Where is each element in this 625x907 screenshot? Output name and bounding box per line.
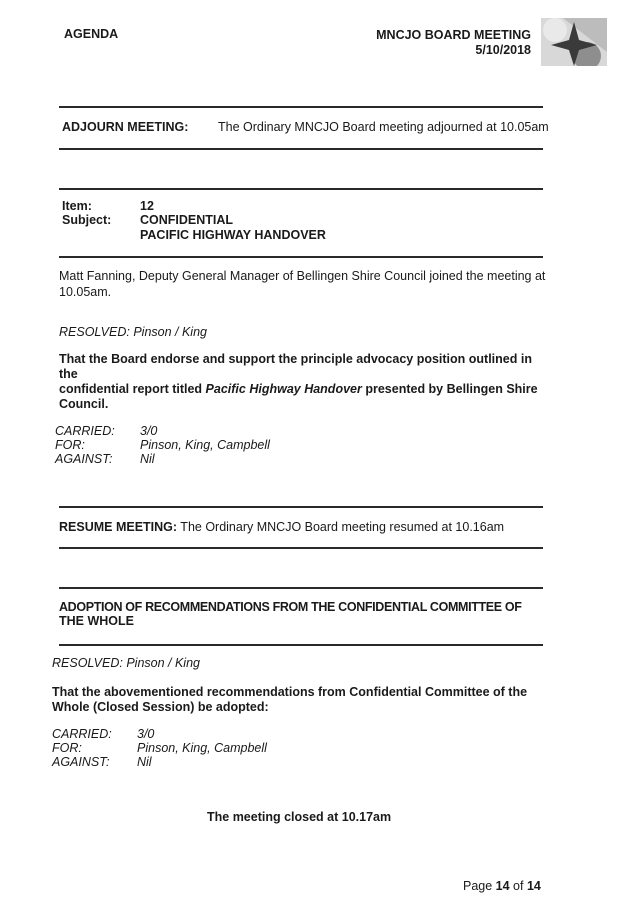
carried-label: CARRIED: <box>52 727 112 741</box>
item-label: Item: <box>62 199 92 213</box>
subject-label: Subject: <box>62 213 112 227</box>
resume-text: The Ordinary MNCJO Board meeting resumed at 10.16am <box>177 520 505 534</box>
against-label: AGAINST: <box>55 452 113 466</box>
resolution-text <box>59 352 543 412</box>
carried-label: CARRIED: <box>55 424 115 438</box>
for-value: Pinson, King, Campbell <box>140 438 270 452</box>
header-title: MNCJO BOARD MEETING <box>376 28 531 42</box>
adjourn-text: The Ordinary MNCJO Board meeting adjourned at 10.05am <box>218 120 549 134</box>
for-label: FOR: <box>55 438 85 452</box>
header-agenda: AGENDA <box>64 27 119 41</box>
resolution-line-3: Council. <box>59 397 109 411</box>
adoption-heading-line-1: ADOPTION OF RECOMMENDATIONS FROM THE CONFIDENTIAL COMMITTEE OF <box>59 600 522 614</box>
resume-line <box>59 520 504 534</box>
divider <box>59 587 543 589</box>
for-label: FOR: <box>52 741 82 755</box>
adoption-line-2: Whole (Closed Session) be adopted: <box>52 700 269 714</box>
organisation-logo <box>541 18 607 66</box>
adoption-heading-line-2: THE WHOLE <box>59 614 134 628</box>
divider <box>59 106 543 108</box>
adjourn-label: ADJOURN MEETING: <box>62 120 189 134</box>
for-value: Pinson, King, Campbell <box>137 741 267 755</box>
resume-label: RESUME MEETING: <box>59 520 178 534</box>
carried-value: 3/0 <box>140 424 158 438</box>
meeting-closed: The meeting closed at 10.17am <box>207 810 392 824</box>
against-value: Nil <box>140 452 155 466</box>
divider <box>59 256 543 258</box>
against-value: Nil <box>137 755 152 769</box>
resolution-line-1: That the Board endorse and support the principle advocacy position outlined in the <box>59 352 532 381</box>
item-number: 12 <box>140 199 154 213</box>
joined-line-1: Matt Fanning, Deputy General Manager of Bellingen Shire Council joined the meeting at <box>59 269 546 283</box>
divider <box>59 148 543 150</box>
adoption-resolution-text <box>52 685 542 715</box>
adoption-line-1: That the abovementioned recommendations from Confidential Committee of the <box>52 685 528 699</box>
resolved-mover: RESOLVED: Pinson / King <box>59 325 207 339</box>
header-date: 5/10/2018 <box>475 43 531 57</box>
carried-value: 3/0 <box>137 727 155 741</box>
resolved-mover: RESOLVED: Pinson / King <box>52 656 200 670</box>
resolution-line-2: confidential report titled Pacific Highway Handover presented by Bellingen Shire <box>59 382 538 396</box>
subject-line-2: PACIFIC HIGHWAY HANDOVER <box>140 228 326 242</box>
divider <box>59 547 543 549</box>
divider <box>59 644 543 646</box>
report-title: Pacific Highway Handover <box>205 382 362 396</box>
joined-line-2: 10.05am. <box>59 285 112 299</box>
divider <box>59 188 543 190</box>
page-number: Page 14 of 14 <box>463 879 541 893</box>
subject-line-1: CONFIDENTIAL <box>140 213 234 227</box>
divider <box>59 506 543 508</box>
against-label: AGAINST: <box>52 755 110 769</box>
